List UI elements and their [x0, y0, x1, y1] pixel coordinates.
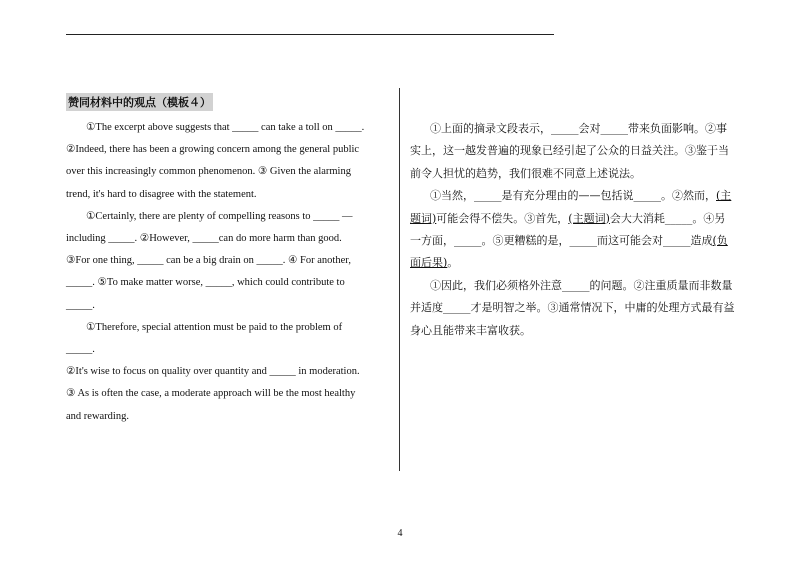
chinese-p2-part-g: 。 [447, 256, 459, 270]
chinese-p2-part-a: ①当然，_____是有充分理由的——包括说_____。②然而， [430, 189, 716, 203]
column-divider [399, 88, 400, 471]
top-rule [66, 34, 554, 35]
chinese-p2-part-e: 会大大消耗_____。④另一方面，_____。⑤更糟糕的是，_____而这可能会对_____造成 [410, 211, 726, 248]
chinese-paragraph-1: ①上面的摘录文段表示，_____会对_____带来负面影响。②事实上，这一越发普遍的现象已经引起了公众的日益关注。③鉴于当前令人担忧的趋势，我们很难不同意上述说法。 [410, 122, 729, 180]
negative-consequence-placeholder: (负面后果) [410, 234, 728, 270]
chinese-paragraph-3: ①因此，我们必须格外注意_____的问题。②注重质量而非数量并适度_____才是明智之举。③通常情况下，中庸的处理方式最有益身心且能带来丰富收获。 [410, 278, 735, 337]
english-paragraph-2: ②Indeed, there has been a growing concern among the general public over this increasingly common phenomenon. ③ Given the alarming trend, it's hard to disagree with the statement. [66, 144, 360, 200]
chinese-paragraph-2 [410, 185, 735, 275]
template-heading: 赞同材料中的观点（模板４） [66, 93, 213, 111]
chinese-p2-part-c: 可能会得不偿失。③首先， [436, 211, 569, 225]
english-paragraph-3: ①Certainly, there are plenty of compelling reasons to _____ —including _____. ②However, _____can do more harm than good. ③For one thing, _____ can be a big drain on _____. ④ For another, _____. ⑤To make matter worse, _____, which could contribute to _____. [66, 210, 353, 311]
topic-word-placeholder: (主题词) [568, 211, 610, 225]
english-paragraph-5: ②It's wise to focus on quality over quantity and _____ in moderation. ③ As is often the case, a moderate approach will be the most healthy and rewarding. [66, 366, 360, 422]
english-paragraph-1: ①The excerpt above suggests that _____ can take a toll on _____. [86, 122, 365, 133]
topic-word-placeholder: (主题词) [410, 189, 732, 225]
chinese-translation-column [410, 118, 735, 342]
english-template-column [66, 93, 366, 428]
page-number: 4 [397, 528, 403, 539]
english-paragraph-4: ①Therefore, special attention must be paid to the problem of _____. [66, 321, 343, 356]
